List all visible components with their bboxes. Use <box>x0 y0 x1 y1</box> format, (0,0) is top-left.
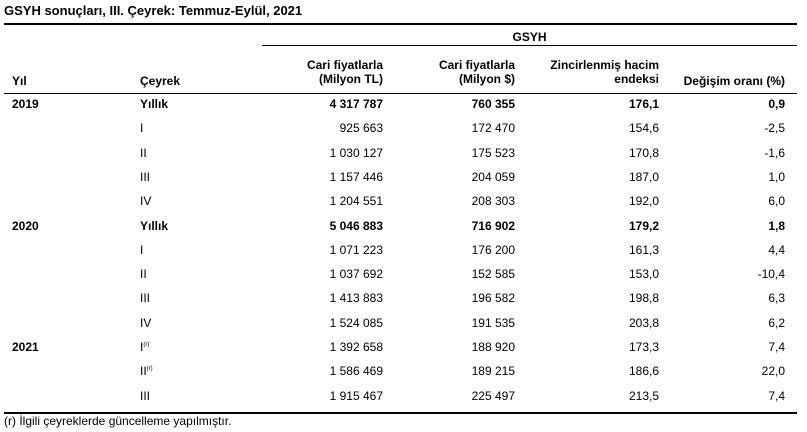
col-header-index-line2: endeksi <box>614 72 659 86</box>
cell-usd: 191 535 <box>471 316 515 330</box>
cell-index: 186,6 <box>628 364 659 378</box>
col-header-usd-line1: Cari fiyatlarla <box>438 58 515 72</box>
col-header-usd-line2: (Milyon $) <box>459 72 515 86</box>
cell-quarter-label: IV <box>140 316 152 330</box>
cell-index: 161,3 <box>628 243 659 257</box>
cell-usd: 716 902 <box>471 219 515 233</box>
cell-quarter <box>140 243 143 257</box>
cell-quarter-label: II <box>140 146 147 160</box>
cell-change: 6,2 <box>768 316 785 330</box>
cell-quarter <box>140 146 147 160</box>
cell-tl: 1 037 692 <box>329 267 383 281</box>
cell-usd: 188 920 <box>471 340 515 354</box>
cell-quarter <box>140 97 168 111</box>
cell-quarter <box>140 219 168 233</box>
cell-tl: 1 413 883 <box>329 291 383 305</box>
cell-usd: 225 497 <box>471 389 515 403</box>
top-rule <box>4 23 797 25</box>
cell-tl: 1 586 469 <box>329 364 383 378</box>
cell-index: 153,0 <box>628 267 659 281</box>
col-header-tl-line1: Cari fiyatlarla <box>306 58 383 72</box>
cell-quarter-label: I <box>140 340 144 354</box>
col-header-change: Değişim oranı (%) <box>683 74 785 88</box>
cell-usd: 760 355 <box>471 97 515 111</box>
gsyh-group-header: GSYH <box>512 30 547 44</box>
cell-tl: 925 663 <box>339 121 383 135</box>
cell-quarter-label: III <box>140 291 151 305</box>
cell-change: 1,8 <box>768 219 785 233</box>
gsyh-underline <box>262 45 797 46</box>
cell-quarter-label: Yıllık <box>140 219 169 233</box>
cell-quarter <box>140 316 151 330</box>
cell-quarter <box>140 389 150 403</box>
cell-index: 213,5 <box>628 389 659 403</box>
cell-year: 2020 <box>12 219 39 233</box>
cell-change: 22,0 <box>761 364 785 378</box>
cell-quarter-label: IV <box>140 194 152 208</box>
col-header-year: Yıl <box>12 74 27 88</box>
cell-tl: 1 030 127 <box>329 146 383 160</box>
cell-usd: 189 215 <box>471 364 515 378</box>
cell-quarter-label: Yıllık <box>140 97 169 111</box>
col-header-tl-line2: (Milyon TL) <box>319 72 383 86</box>
cell-usd: 172 470 <box>471 121 515 135</box>
cell-change: -10,4 <box>757 267 785 281</box>
cell-change: 7,4 <box>768 340 785 354</box>
cell-index: 192,0 <box>628 194 659 208</box>
cell-quarter-label: II <box>140 364 147 378</box>
cell-usd: 176 200 <box>471 243 515 257</box>
cell-index: 179,2 <box>628 219 659 233</box>
cell-quarter <box>140 340 149 354</box>
cell-quarter <box>140 291 150 305</box>
cell-quarter-label: I <box>140 243 144 257</box>
cell-quarter <box>140 364 153 378</box>
cell-index: 198,8 <box>628 291 659 305</box>
cell-tl: 1 157 446 <box>329 170 383 184</box>
cell-quarter-label: I <box>140 121 144 135</box>
cell-index: 173,3 <box>628 340 659 354</box>
cell-usd: 196 582 <box>471 291 515 305</box>
cell-change: 6,3 <box>768 291 785 305</box>
cell-tl: 1 915 467 <box>329 389 383 403</box>
cell-usd: 208 303 <box>471 194 515 208</box>
cell-change: 4,4 <box>768 243 785 257</box>
cell-change: 7,4 <box>768 389 785 403</box>
cell-tl: 5 046 883 <box>329 219 383 233</box>
cell-quarter-label: II <box>140 267 147 281</box>
cell-index: 154,6 <box>628 121 659 135</box>
cell-index: 203,8 <box>628 316 659 330</box>
cell-tl: 4 317 787 <box>329 97 383 111</box>
header-bottom-rule <box>4 93 797 94</box>
cell-usd: 204 059 <box>471 170 515 184</box>
revision-mark: (r) <box>143 342 150 348</box>
cell-year: 2021 <box>12 340 39 354</box>
cell-change: -2,5 <box>764 121 785 135</box>
cell-quarter <box>140 194 151 208</box>
cell-usd: 175 523 <box>471 146 515 160</box>
cell-change: 1,0 <box>768 170 785 184</box>
cell-quarter <box>140 267 147 281</box>
cell-quarter-label: III <box>140 389 151 403</box>
cell-change: 6,0 <box>768 194 785 208</box>
cell-change: -1,6 <box>764 146 785 160</box>
cell-tl: 1 392 658 <box>329 340 383 354</box>
footnote: (r) İlgili çeyreklerde güncelleme yapılmıştır. <box>4 414 232 428</box>
page-title: GSYH sonuçları, III. Çeyrek: Temmuz-Eylül, 2021 <box>4 3 303 18</box>
cell-tl: 1 524 085 <box>329 316 383 330</box>
cell-index: 187,0 <box>628 170 659 184</box>
cell-quarter <box>140 170 150 184</box>
cell-index: 170,8 <box>628 146 659 160</box>
cell-tl: 1 071 223 <box>329 243 383 257</box>
col-header-quarter: Çeyrek <box>140 74 181 88</box>
cell-year: 2019 <box>12 97 39 111</box>
col-header-index-line1: Zincirlenmiş hacim <box>550 58 659 72</box>
cell-usd: 152 585 <box>471 267 515 281</box>
cell-index: 176,1 <box>628 97 659 111</box>
cell-tl: 1 204 551 <box>329 194 383 208</box>
revision-mark: (r) <box>146 366 153 372</box>
cell-change: 0,9 <box>768 97 785 111</box>
cell-quarter <box>140 121 143 135</box>
cell-quarter-label: III <box>140 170 151 184</box>
